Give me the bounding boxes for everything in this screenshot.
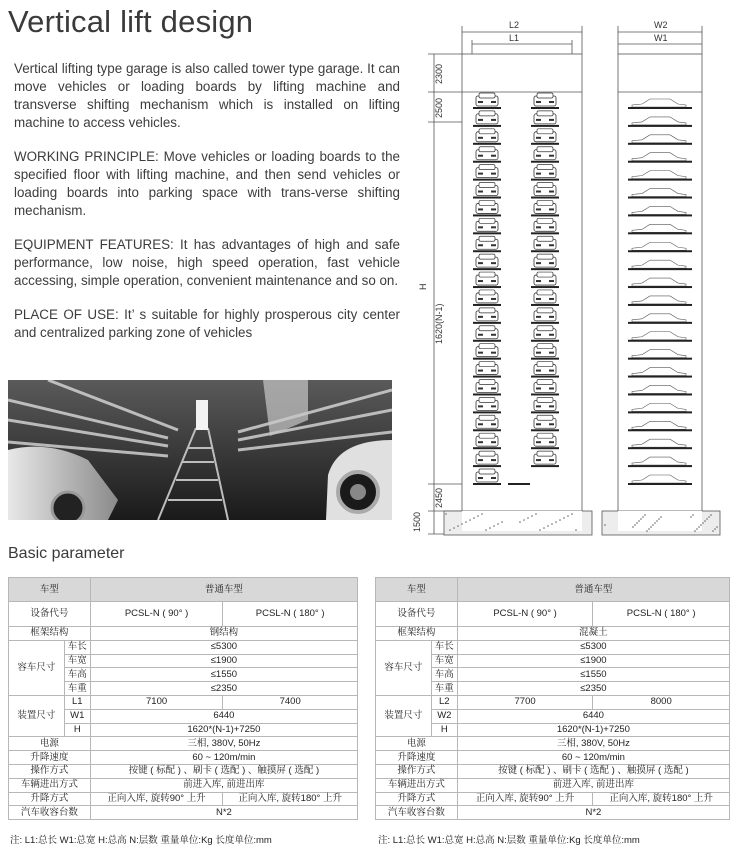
pit-speckle <box>539 529 541 531</box>
car-side <box>628 206 692 216</box>
table-note-2: 注: L1:总长 W1:总宽 H:总高 N:层数 重量单位:Kg 长度单位:mm <box>378 835 640 846</box>
car-front-right <box>531 200 559 216</box>
car-front-right <box>531 236 559 252</box>
pit-speckle <box>501 521 503 523</box>
pit-speckle <box>640 518 642 520</box>
length-label: L2 <box>431 695 457 709</box>
lift-b: 正向入库, 旋转180° 上升 <box>593 792 730 806</box>
pit-speckle <box>465 521 467 523</box>
car-front-right <box>531 183 559 199</box>
speed-value: 60 ~ 120m/min <box>457 751 729 765</box>
car-size-label: 容车尺寸 <box>9 640 65 695</box>
width-value: 6440 <box>457 709 729 723</box>
type-label: 车型 <box>9 578 91 602</box>
dim-h-label: H <box>418 283 428 290</box>
pit-speckle <box>700 524 702 526</box>
car-side <box>628 350 692 360</box>
type-label: 车型 <box>376 578 458 602</box>
dim-1500-label: 1500 <box>412 511 422 532</box>
car-front-left <box>473 415 501 431</box>
car-weight-value: ≤2350 <box>90 682 357 696</box>
operation-label: 操作方式 <box>9 764 91 778</box>
pit-speckle <box>457 525 459 527</box>
pit-speckle <box>543 527 545 529</box>
car-front-right <box>531 165 559 181</box>
lift-platform <box>508 483 530 485</box>
car-front-left <box>473 254 501 270</box>
pit-speckle <box>638 520 640 522</box>
car-front-right <box>531 433 559 449</box>
length-b: 7400 <box>223 695 358 709</box>
car-side <box>628 385 692 395</box>
car-front-left <box>473 165 501 181</box>
dim-w2-label: W2 <box>654 20 668 30</box>
capacity-value: N*2 <box>90 806 357 820</box>
pit-speckle <box>712 530 714 532</box>
in-out-value: 前进入库, 前进出库 <box>457 778 729 792</box>
car-height-label: 车高 <box>431 668 457 682</box>
width-label: W2 <box>431 709 457 723</box>
dim-l2-label: L2 <box>509 20 520 30</box>
car-front-right <box>531 451 559 467</box>
car-side <box>628 189 692 199</box>
car-front-left <box>473 326 501 342</box>
car-front-left <box>473 147 501 163</box>
dim-2450-label: 2450 <box>434 487 444 508</box>
speed-label: 升降速度 <box>376 751 458 765</box>
car-side <box>628 457 692 467</box>
length-b: 8000 <box>593 695 730 709</box>
lift-a: 正向入库, 旋转90° 上升 <box>457 792 593 806</box>
pit-speckle <box>571 513 573 515</box>
operation-value: 按键 ( 标配 ) 、刷卡 ( 选配 ) 、触摸屏 ( 选配 ) <box>457 764 729 778</box>
page-title: Vertical lift design <box>8 4 254 39</box>
section-title: Basic parameter <box>8 545 125 562</box>
length-a: 7100 <box>90 695 223 709</box>
car-front-left <box>473 308 501 324</box>
code-b: PCSL-N ( 180° ) <box>223 602 358 627</box>
code-b: PCSL-N ( 180° ) <box>593 602 730 627</box>
pit-speckle <box>710 514 712 516</box>
code-a: PCSL-N ( 90° ) <box>90 602 223 627</box>
lift-a: 正向入库, 旋转90° 上升 <box>90 792 223 806</box>
car-front-left <box>473 469 501 485</box>
pit-speckle <box>453 527 455 529</box>
car-front-left <box>473 183 501 199</box>
car-front-right <box>531 290 559 306</box>
height-label: H <box>64 723 90 737</box>
car-front-right <box>531 344 559 360</box>
working-principle-paragraph: WORKING PRINCIPLE: Move vehicles or loading boards to the specified floor with lifting machine, and then send vehicles or loading boards into parking space with trans-verse shifting mechanism. <box>14 149 400 218</box>
pit-speckle <box>642 516 644 518</box>
place-of-use-paragraph: PLACE OF USE: It’ s suitable for highly prosperous city center and centralized parking zone of vehicles <box>14 307 400 340</box>
pit-speckle <box>694 530 696 532</box>
pit-speckle <box>648 528 650 530</box>
pit-speckle <box>559 519 561 521</box>
car-weight-label: 车重 <box>64 682 90 696</box>
car-front-right <box>531 272 559 288</box>
in-out-label: 车辆进出方式 <box>9 778 91 792</box>
speed-value: 60 ~ 120m/min <box>90 751 357 765</box>
car-width-label: 车宽 <box>431 654 457 668</box>
pit-speckle <box>646 530 648 532</box>
car-length-value: ≤5300 <box>90 640 357 654</box>
car-length-value: ≤5300 <box>457 640 729 654</box>
capacity-label: 汽车收容台数 <box>9 806 91 820</box>
car-front-right <box>531 379 559 395</box>
pit-speckle <box>698 526 700 528</box>
car-side <box>628 368 692 378</box>
frame-label: 框架结构 <box>376 627 458 641</box>
power-label: 电源 <box>9 737 91 751</box>
car-front-left <box>473 111 501 127</box>
capacity-label: 汽车收容台数 <box>376 806 458 820</box>
car-front-right <box>531 129 559 145</box>
car-front-right <box>531 218 559 234</box>
height-value: 1620*(N-1)+7250 <box>457 723 729 737</box>
car-front-left <box>473 344 501 360</box>
car-height-value: ≤1550 <box>457 668 729 682</box>
garage-interior-photo <box>8 380 392 520</box>
code-label: 设备代号 <box>376 602 458 627</box>
elevation-drawing <box>412 14 730 542</box>
car-weight-label: 车重 <box>431 682 457 696</box>
pit-speckle <box>497 523 499 525</box>
length-label: L1 <box>64 695 90 709</box>
car-size-label: 容车尺寸 <box>376 640 432 695</box>
dim-w1-label: W1 <box>654 33 668 43</box>
car-front-left <box>473 451 501 467</box>
pit-speckle <box>692 514 694 516</box>
car-side <box>628 475 692 485</box>
dim-l1-label: L1 <box>509 33 520 43</box>
car-side <box>628 314 692 324</box>
pit-speckle <box>716 526 718 528</box>
car-front-right <box>531 111 559 127</box>
pit-speckle <box>652 524 654 526</box>
car-side <box>628 403 692 413</box>
pit-speckle <box>551 523 553 525</box>
car-side <box>628 117 692 127</box>
car-width-value: ≤1900 <box>90 654 357 668</box>
pit-speckle <box>704 520 706 522</box>
car-front-right <box>531 362 559 378</box>
car-side <box>628 135 692 145</box>
car-front-right <box>531 326 559 342</box>
car-side <box>628 224 692 234</box>
car-front-left <box>473 272 501 288</box>
capacity-value: N*2 <box>457 806 729 820</box>
car-side <box>628 332 692 342</box>
operation-label: 操作方式 <box>376 764 458 778</box>
car-length-label: 车长 <box>431 640 457 654</box>
height-label: H <box>431 723 457 737</box>
car-front-right <box>531 147 559 163</box>
pit-speckle <box>523 519 525 521</box>
frame-value: 钢结构 <box>90 627 357 641</box>
car-side <box>628 171 692 181</box>
car-height-label: 车高 <box>64 668 90 682</box>
pit-speckle <box>702 522 704 524</box>
pit-speckle <box>555 521 557 523</box>
car-front-left <box>473 433 501 449</box>
pit-speckle <box>632 526 634 528</box>
car-side <box>628 153 692 163</box>
pit-speckle <box>567 515 569 517</box>
car-side <box>628 99 692 109</box>
type-value: 普通车型 <box>90 578 357 602</box>
pit-speckle <box>469 519 471 521</box>
pit-speckle <box>654 522 656 524</box>
pit-speckle <box>696 528 698 530</box>
car-front-left <box>473 397 501 413</box>
car-front-right <box>531 254 559 270</box>
pit-speckle <box>485 529 487 531</box>
power-label: 电源 <box>376 737 458 751</box>
pit-speckle <box>535 513 537 515</box>
car-height-value: ≤1550 <box>90 668 357 682</box>
dim-floor-label: 1620(N-1) <box>434 303 444 344</box>
pit-speckle <box>690 516 692 518</box>
pit-speckle <box>656 520 658 522</box>
car-front-left <box>473 93 501 109</box>
car-width-label: 车宽 <box>64 654 90 668</box>
car-length-label: 车长 <box>64 640 90 654</box>
equipment-features-paragraph: EQUIPMENT FEATURES: It has advantages of high and safe performance, low noise, high speed operation, fast vehicle accessing, simple operation, convenient maintenance and so on. <box>14 237 400 288</box>
parameter-table-concrete <box>375 577 730 820</box>
car-side <box>628 421 692 431</box>
car-weight-value: ≤2350 <box>457 682 729 696</box>
car-front-right <box>531 308 559 324</box>
pit-speckle <box>519 521 521 523</box>
pit-speckle <box>445 513 447 515</box>
car-side <box>628 296 692 306</box>
pit-speckle <box>636 522 638 524</box>
description <box>14 60 400 358</box>
car-front-left <box>473 290 501 306</box>
pit-speckle <box>634 524 636 526</box>
pit-speckle <box>575 529 577 531</box>
pit-speckle <box>708 516 710 518</box>
car-front-right <box>531 415 559 431</box>
pit-speckle <box>660 516 662 518</box>
car-side <box>628 278 692 288</box>
height-value: 1620*(N-1)+7250 <box>90 723 357 737</box>
width-value: 6440 <box>90 709 357 723</box>
pit-speckle <box>563 517 565 519</box>
car-front-left <box>473 236 501 252</box>
pit-speckle <box>477 515 479 517</box>
car-front-left <box>473 129 501 145</box>
pit-speckle <box>493 525 495 527</box>
frame-value: 混凝土 <box>457 627 729 641</box>
operation-value: 按键 ( 标配 ) 、刷卡 ( 选配 ) 、触摸屏 ( 选配 ) <box>90 764 357 778</box>
pit-speckle <box>449 529 451 531</box>
code-a: PCSL-N ( 90° ) <box>457 602 593 627</box>
power-value: 三相, 380V, 50Hz <box>457 737 729 751</box>
car-front-left <box>473 362 501 378</box>
lift-b: 正向入库, 旋转180° 上升 <box>223 792 358 806</box>
pit-speckle <box>650 526 652 528</box>
pit-speckle <box>706 518 708 520</box>
car-front-left <box>473 200 501 216</box>
frame-label: 框架结构 <box>9 627 91 641</box>
car-width-value: ≤1900 <box>457 654 729 668</box>
pit-speckle <box>531 515 533 517</box>
pit-speckle <box>461 523 463 525</box>
speed-label: 升降速度 <box>9 751 91 765</box>
table-note-1: 注: L1:总长 W1:总宽 H:总高 N:层数 重量单位:Kg 长度单位:mm <box>10 835 272 846</box>
type-value: 普通车型 <box>457 578 729 602</box>
pit-speckle <box>644 514 646 516</box>
car-front-right <box>531 93 559 109</box>
pit-speckle <box>604 524 606 526</box>
intro-paragraph: Vertical lifting type garage is also called tower type garage. It can move vehicles or loading boards by lifting machine and transverse shifting mechanism which is installed on lifting machine to access vehicles. <box>14 61 400 130</box>
length-a: 7700 <box>457 695 593 709</box>
car-front-right <box>531 397 559 413</box>
device-size-label: 装置尺寸 <box>9 695 65 736</box>
pit-speckle <box>547 525 549 527</box>
width-label: W1 <box>64 709 90 723</box>
power-value: 三相, 380V, 50Hz <box>90 737 357 751</box>
car-side <box>628 439 692 449</box>
device-size-label: 装置尺寸 <box>376 695 432 736</box>
code-label: 设备代号 <box>9 602 91 627</box>
dim-2500-label: 2500 <box>434 97 444 118</box>
pit-speckle <box>658 518 660 520</box>
in-out-label: 车辆进出方式 <box>376 778 458 792</box>
lift-label: 升降方式 <box>9 792 91 806</box>
pit-speckle <box>473 517 475 519</box>
car-front-left <box>473 218 501 234</box>
pit-speckle <box>527 517 529 519</box>
in-out-value: 前进入库, 前进出库 <box>90 778 357 792</box>
parameter-table-steel <box>8 577 358 820</box>
pit-speckle <box>481 513 483 515</box>
pit-speckle <box>714 528 716 530</box>
lift-label: 升降方式 <box>376 792 458 806</box>
car-side <box>628 242 692 252</box>
car-front-left <box>473 379 501 395</box>
car-side <box>628 260 692 270</box>
pit-speckle <box>489 527 491 529</box>
dim-2300-label: 2300 <box>434 63 444 84</box>
